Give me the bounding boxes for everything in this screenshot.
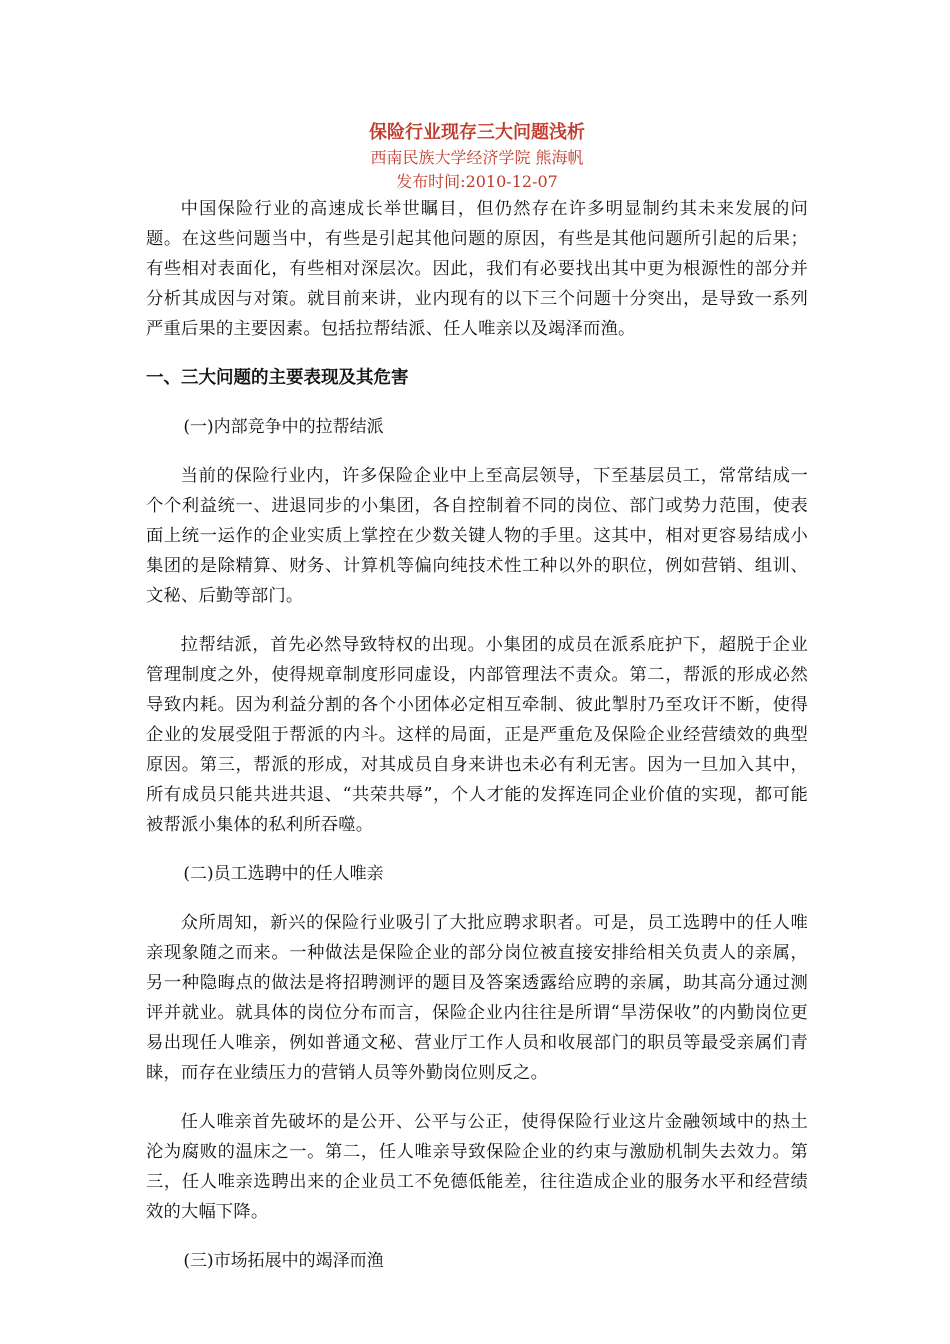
publish-date: 发布时间:2010-12-07 [396,172,558,191]
section-heading-1: 一、三大问题的主要表现及其危害 [146,368,409,388]
spacer [146,393,808,412]
subsection-heading-3: (三)市场拓展中的竭泽而渔 [183,1251,384,1271]
subsection-2-paragraph-2: 任人唯亲首先破坏的是公开、公平与公正，使得保险行业这片金融领域中的热土沦为腐败的温床之一。第二，任人唯亲导致保险企业的约束与激励机制失去效力。第三，任人唯亲选聘出来的企业员工不免德低能差，往往造成企业的服务水平和经营绩效的大幅下降。 [146,1112,808,1222]
subsection-1-paragraph-2: 拉帮结派，首先必然导致特权的出现。小集团的成员在派系庇护下，超脱于企业管理制度之外，使得规章制度形同虚设，内部管理法不责众。第二，帮派的形成必然导致内耗。因为利益分割的各个小团体必定相互牵制、彼此掣肘乃至攻讦不断，使得企业的发展受阻于帮派的内斗。这样的局面，正是严重危及保险企业经营绩效的典型原因。第三，帮派的形成，对其成员自身来讲也未必有利无害。因为一旦加入其中，所有成员只能共进共退、“共荣共辱”，个人才能的发挥连同企业价值的实现，都可能被帮派小集体的私利所吞噬。 [146,635,808,835]
subsection-1-paragraph-1: 当前的保险行业内，许多保险企业中上至高层领导，下至基层员工，常常结成一个个利益统一、进退同步的小集团，各自控制着不同的岗位、部门或势力范围，使表面上统一运作的企业实质上掌控在少数关键人物的手里。这其中，相对更容易结成小集团的是除精算、财务、计算机等偏向纯技术性工种以外的职位，例如营销、组训、文秘、后勤等部门。 [146,466,808,606]
article-title: 保险行业现存三大问题浅析 [369,122,585,143]
intro-paragraph: 中国保险行业的高速成长举世瞩目，但仍然存在许多明显制约其未来发展的问题。在这些问题当中，有些是引起其他问题的原因，有些是其他问题所引起的后果；有些相对表面化，有些相对深层次。因此，我们有必要找出其中更为根源性的部分并分析其成因与对策。就目前来讲，业内现有的以下三个问题十分突出，是导致一系列严重后果的主要因素。包括拉帮结派、任人唯亲以及竭泽而渔。 [146,199,808,339]
document-page [146,120,808,1276]
spacer [146,1088,808,1107]
subsection-heading-2: (二)员工选聘中的任人唯亲 [183,864,384,884]
subsection-heading-1: (一)内部竞争中的拉帮结派 [183,417,384,437]
spacer [146,840,808,859]
article-author: 西南民族大学经济学院 熊海帆 [370,148,584,167]
spacer [146,611,808,630]
spacer [146,442,808,461]
subsection-2-paragraph-1: 众所周知，新兴的保险行业吸引了大批应聘求职者。可是，员工选聘中的任人唯亲现象随之而来。一种做法是保险企业的部分岗位被直接安排给相关负责人的亲属，另一种隐晦点的做法是将招聘测评的题目及答案透露给应聘的亲属，助其高分通过测评并就业。就具体的岗位分布而言，保险企业内往往是所谓“旱涝保收”的内勤岗位更易出现任人唯亲，例如普通文秘、营业厅工作人员和收展部门的职员等最受亲属们青睐，而存在业绩压力的营销人员等外勤岗位则反之。 [146,913,808,1083]
spacer [146,889,808,908]
spacer [146,344,808,363]
spacer [146,1227,808,1246]
